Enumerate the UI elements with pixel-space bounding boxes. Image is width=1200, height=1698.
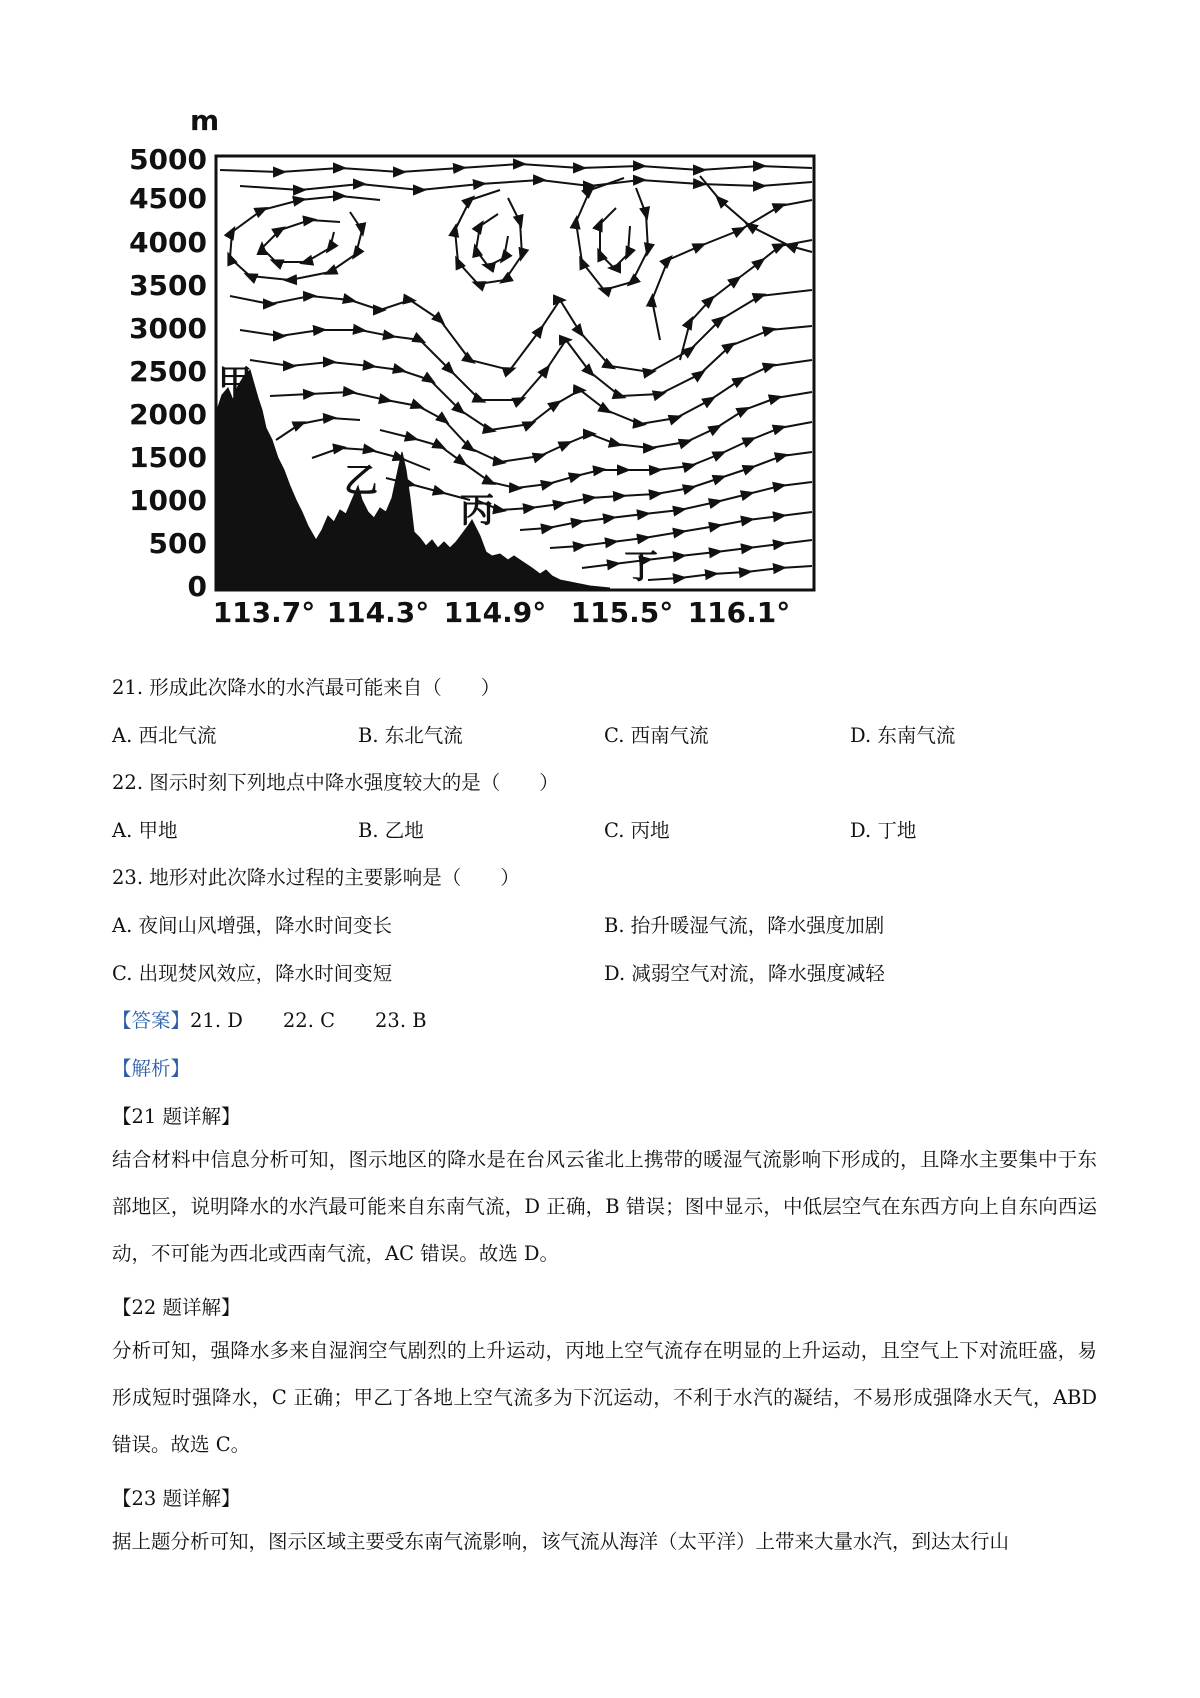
streamline-terrain-figure bbox=[0, 0, 1200, 660]
place-label-jia: 甲 bbox=[218, 363, 252, 403]
terrain-profile bbox=[217, 370, 610, 588]
streamlines bbox=[220, 164, 812, 580]
option-d: D. 东南气流 bbox=[850, 724, 956, 747]
x-tick-label: 116.1° bbox=[687, 596, 791, 629]
option-c: C. 丙地 bbox=[604, 819, 670, 842]
y-tick-label: 5000 bbox=[129, 143, 207, 176]
analysis-label: 【解析】 bbox=[112, 1057, 191, 1080]
y-tick-labels bbox=[129, 143, 207, 603]
detail-heading-21: 【21 题详解】 bbox=[112, 1105, 241, 1128]
option-d: D. 丁地 bbox=[850, 819, 917, 842]
y-tick-label: 2500 bbox=[129, 355, 207, 388]
place-label-ding: 丁 bbox=[624, 547, 658, 587]
option-a: A. 西北气流 bbox=[112, 724, 217, 747]
question-stem: 21. 形成此次降水的水汽最可能来自（ ） bbox=[112, 676, 501, 699]
y-tick-label: 3000 bbox=[129, 312, 207, 345]
y-tick-label: 1000 bbox=[129, 484, 207, 517]
y-tick-label: 500 bbox=[148, 527, 207, 560]
detail-text-22: 分析可知，强降水多来自湿润空气剧烈的上升运动，丙地上空气流存在明显的上升运动，且空气上下对流旺盛，易形成短时强降水，C 正确；甲乙丁各地上空气流多为下沉运动，不利于水汽的凝结，不易形成强降水天气，ABD 错误。故选 C。 bbox=[112, 1339, 1097, 1456]
option-a: A. 甲地 bbox=[112, 819, 178, 842]
x-tick-label: 115.5° bbox=[570, 596, 674, 629]
detail-text-23: 据上题分析可知，图示区域主要受东南气流影响，该气流从海洋（太平洋）上带来大量水汽，到达太行山 bbox=[112, 1530, 1010, 1553]
detail-heading-22: 【22 题详解】 bbox=[112, 1296, 241, 1319]
y-axis-unit: m bbox=[190, 104, 220, 137]
option-c: C. 西南气流 bbox=[604, 724, 709, 747]
option-d: D. 减弱空气对流，降水强度减轻 bbox=[604, 962, 885, 985]
detail-heading-23: 【23 题详解】 bbox=[112, 1487, 241, 1510]
answer-line bbox=[112, 1005, 427, 1033]
y-tick-label: 0 bbox=[187, 570, 207, 603]
x-tick-label: 114.9° bbox=[443, 596, 547, 629]
place-label-bing: 丙 bbox=[460, 491, 494, 531]
option-a: A. 夜间山风增强，降水时间变长 bbox=[112, 914, 392, 937]
y-tick-label: 3500 bbox=[129, 269, 207, 302]
x-tick-label: 113.7° bbox=[212, 596, 316, 629]
answer-item: 23. B bbox=[375, 1009, 427, 1032]
detail-text-21: 结合材料中信息分析可知，图示地区的降水是在台风云雀北上携带的暖湿气流影响下形成的，且降水主要集中于东部地区，说明降水的水汽最可能来自东南气流，D 正确，B 错误；图中显示，中低层空气在东西方向上自东向西运动，不可能为西北或西南气流，AC 错误。故选 D。 bbox=[112, 1148, 1097, 1265]
x-tick-labels bbox=[213, 596, 791, 629]
y-tick-label: 4500 bbox=[129, 182, 207, 215]
y-tick-label: 2000 bbox=[129, 398, 207, 431]
y-tick-label: 4000 bbox=[129, 226, 207, 259]
question-stem: 22. 图示时刻下列地点中降水强度较大的是（ ） bbox=[112, 771, 559, 794]
place-label-yi: 乙 bbox=[344, 461, 378, 501]
question-stem: 23. 地形对此次降水过程的主要影响是（ ） bbox=[112, 866, 520, 889]
y-tick-label: 1500 bbox=[129, 441, 207, 474]
option-b: B. 乙地 bbox=[358, 819, 424, 842]
answer-item: 22. C bbox=[282, 1009, 336, 1032]
answer-label: 【答案】 bbox=[112, 1009, 191, 1032]
option-c: C. 出现焚风效应，降水时间变短 bbox=[112, 962, 393, 985]
x-tick-label: 114.3° bbox=[326, 596, 430, 629]
option-b: B. 东北气流 bbox=[358, 724, 463, 747]
answer-item: 21. D bbox=[190, 1009, 243, 1032]
option-b: B. 抬升暖湿气流，降水强度加剧 bbox=[604, 914, 885, 937]
